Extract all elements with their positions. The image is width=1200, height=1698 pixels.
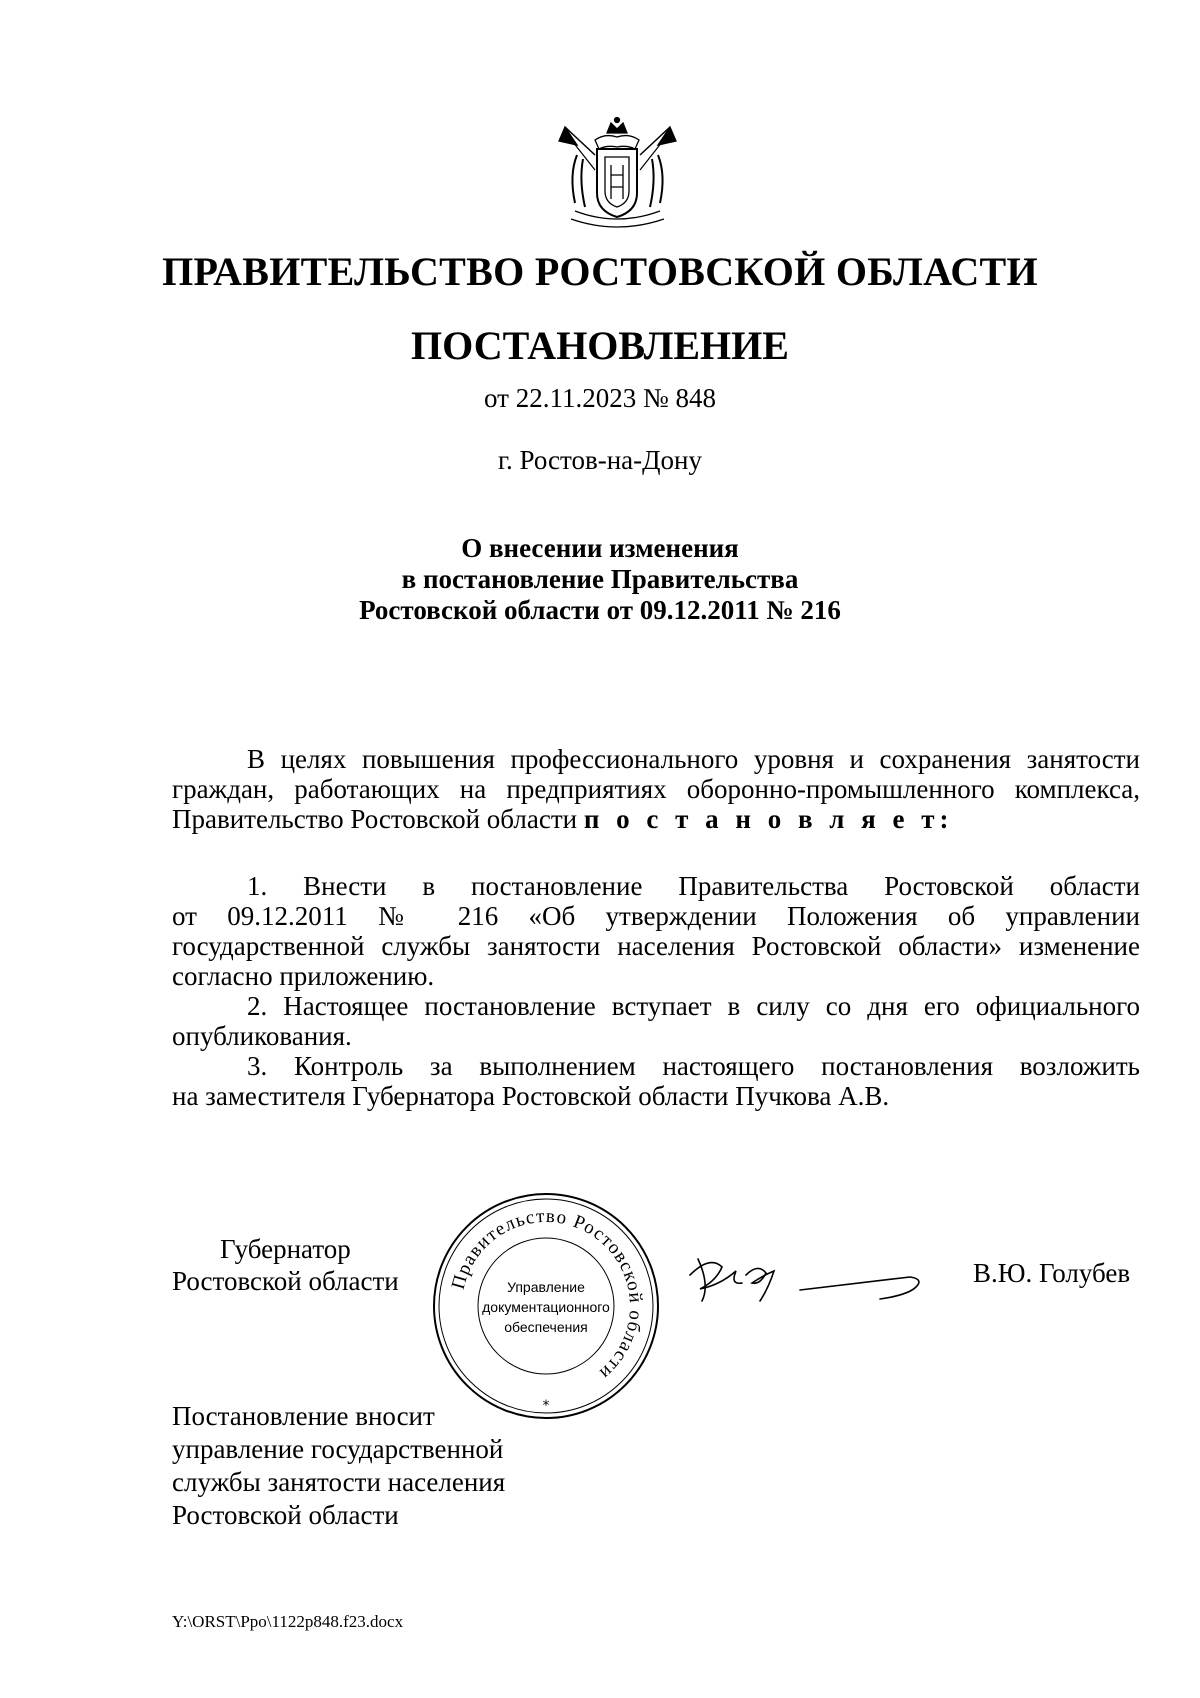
signatory-position	[172, 1233, 399, 1297]
city: г. Ростов-на-Дону	[497, 445, 702, 475]
official-seal	[428, 1188, 664, 1424]
position-line: Губернатор	[220, 1234, 351, 1264]
items-list	[172, 871, 1140, 1111]
contributor-line: Ростовской области	[172, 1500, 399, 1530]
contributor-line: Постановление вносит	[172, 1401, 435, 1431]
item-3-line: 3. Контроль за выполнением настоящего постановления возложить	[247, 1051, 1140, 1081]
preamble-text: В целях повышения профессионального уровня и сохранения занятости граждан, работающих на предприятиях оборонно-промышленного комплекса, Правительство Ростовской области	[172, 744, 1140, 834]
file-path: Y:\ORST\Ppo\1122p848.f23.docx	[172, 1612, 404, 1631]
seal-center-line: документационного	[482, 1299, 610, 1315]
decree-word: п о с т а н о в л я е т:	[583, 804, 954, 834]
item-1-line: государственной службы занятости населения Ростовской области» изменение	[172, 931, 1140, 961]
signatory-name: В.Ю. Голубев	[973, 1258, 1131, 1288]
item-3-line: на заместителя Губернатора Ростовской области Пучкова А.В.	[172, 1081, 890, 1111]
handwritten-signature	[680, 1245, 940, 1315]
seal-center-line: Управление	[507, 1279, 585, 1295]
item-2-line: 2. Настоящее постановление вступает в силу со дня его официального	[247, 991, 1140, 1021]
preamble	[172, 744, 1140, 834]
subject-line: в постановление Правительства	[401, 564, 799, 594]
seal-center-line: обеспечения	[504, 1319, 588, 1335]
item-2-line: опубликования.	[172, 1021, 352, 1051]
contributor-line: службы занятости населения	[172, 1467, 506, 1497]
contributor-note	[172, 1400, 505, 1532]
document-type: ПОСТАНОВЛЕНИЕ	[411, 323, 789, 368]
item-1-line: 1. Внести в постановление Правительства Ростовской области	[247, 871, 1140, 901]
organization-title: ПРАВИТЕЛЬСТВО РОСТОВСКОЙ ОБЛАСТИ	[162, 249, 1038, 294]
item-1-line: согласно приложению.	[172, 961, 435, 991]
date-number: от 22.11.2023 № 848	[484, 383, 716, 413]
svg-text:*: *	[542, 1398, 550, 1414]
subject-line: О внесении изменения	[461, 533, 739, 563]
coat-of-arms-emblem	[555, 115, 680, 233]
document-subject	[0, 533, 1200, 626]
position-line: Ростовской области	[172, 1266, 399, 1296]
svg-text:Правительство Ростовской облас	[448, 1206, 646, 1384]
seal-ring-text: Правительство Ростовской области	[447, 1205, 647, 1385]
item-1-line: от 09.12.2011 № 216 «Об утверждении Положения об управлении	[172, 901, 1140, 931]
subject-line: Ростовской области от 09.12.2011 № 216	[359, 595, 841, 625]
contributor-line: управление государственной	[172, 1434, 504, 1464]
